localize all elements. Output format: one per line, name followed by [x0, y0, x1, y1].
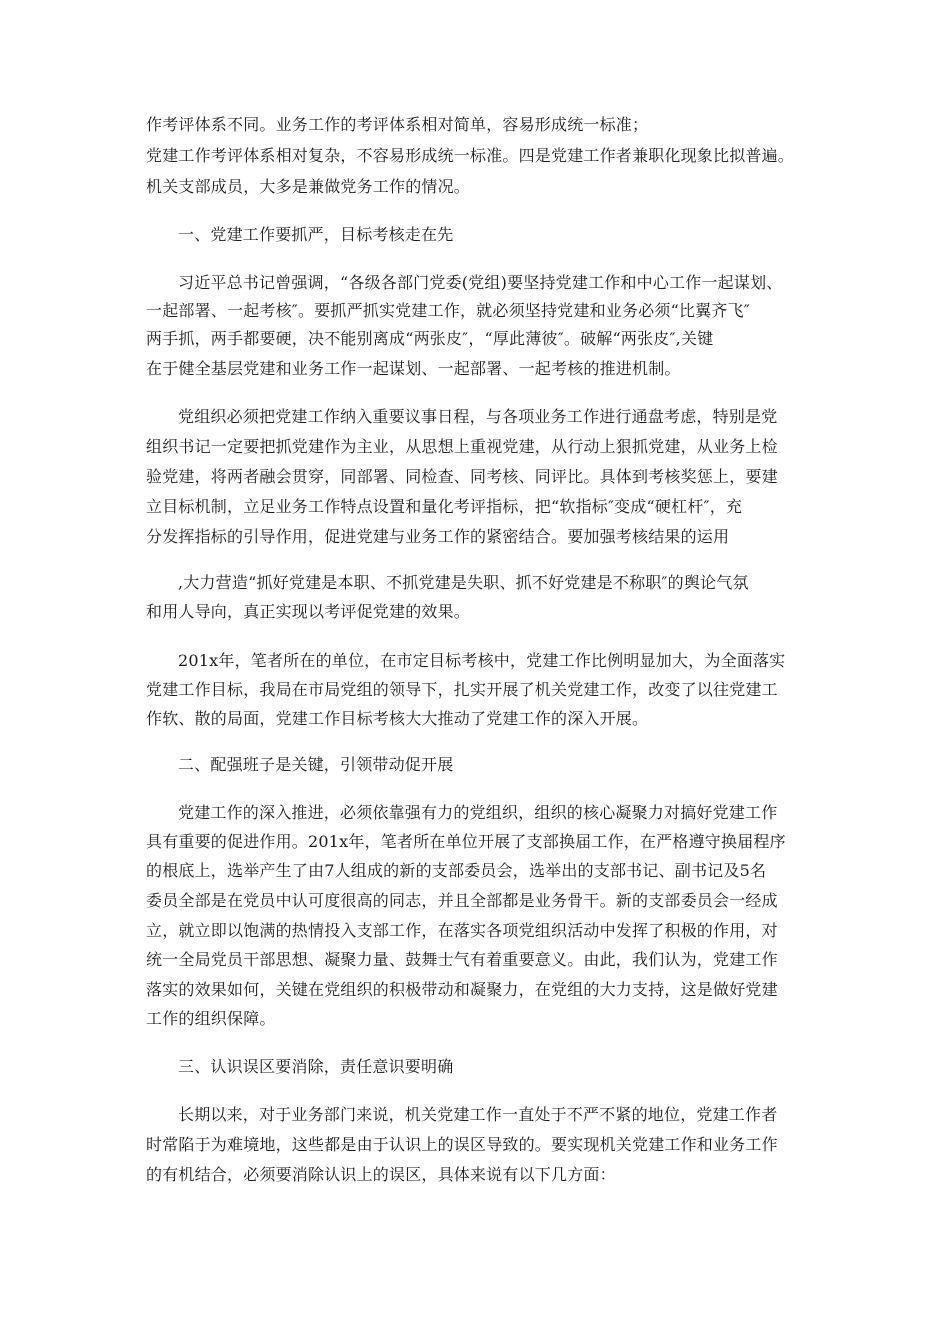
text-line: 立目标机制，立足业务工作特点设置和量化考评指标，把“软指标″变成“硬杠杆″，充: [146, 497, 743, 516]
text-line: ,大力营造“抓好党建是本职、不抓党建是失职、抓不好党建是不称职″的舆论气氛: [178, 573, 749, 592]
text-line: 两手抓，两手都要硬，决不能别离成“两张皮″，“厚此薄彼″。破解“两张皮″,关键: [146, 329, 714, 348]
text-line: 作软、散的局面，党建工作目标考核大大推动了党建工作的深入开展。: [146, 709, 649, 728]
text-line: 作考评体系不同。业务工作的考评体系相对简单，容易形成统一标准；: [146, 115, 649, 134]
text-line: 具有重要的促进作用。201x年，笔者所在单位开展了支部换届工作，在严格遵守换届程序: [146, 832, 786, 851]
text-line: 的根底上，选举产生了由7人组成的新的支部委员会，选举出的支部书记、副书记及5名: [146, 861, 767, 880]
text-line: 习近平总书记曾强调，“各级各部门党委(党组)要坚持党建工作和中心工作一起谋划、: [178, 273, 783, 292]
text-line: 落实的效果如何，关键在党组织的积极带动和凝聚力，在党组的大力支持，这是做好党建: [146, 980, 778, 999]
text-line: 分发挥指标的引导作用，促进党建与业务工作的紧密结合。要加强考核结果的运用: [146, 527, 730, 546]
text-line: 的有机结合，必须要消除认识上的误区，具体来说有以下几方面：: [146, 1165, 616, 1184]
text-line: 和用人导向，真正实现以考评促党建的效果。: [146, 602, 471, 621]
text-line: 党组织必须把党建工作纳入重要议事日程，与各项业务工作进行通盘考虑，特别是党: [178, 407, 778, 426]
text-line: 立，就立即以饱满的热情投入支部工作，在落实各项党组织活动中发挥了积极的作用，对: [146, 921, 778, 940]
text-line: 长期以来，对于业务部门来说，机关党建工作一直处于不严不紧的地位，党建工作者: [178, 1105, 778, 1124]
text-line: 党建工作的深入推进，必须依靠强有力的党组织，组织的核心凝聚力对搞好党建工作: [178, 803, 778, 822]
section-heading-2: 二、配强班子是关键，引领带动促开展: [178, 755, 454, 774]
text-line: 机关支部成员，大多是兼做党务工作的情况。: [146, 177, 471, 196]
text-line: 201x年，笔者所在的单位，在市定目标考核中，党建工作比例明显加大，为全面落实: [178, 651, 786, 670]
text-line: 委员全部是在党员中认可度很高的同志，并且全部都是业务骨干。新的支部委员会一经成: [146, 891, 778, 910]
text-line: 党建工作目标，我局在市局党组的领导下，扎实开展了机关党建工作，改变了以往党建工: [146, 680, 778, 699]
text-line: 时常陷于为难境地，这些都是由于认识上的误区导致的。要实现机关党建工作和业务工作: [146, 1135, 778, 1154]
section-heading-1: 一、党建工作要抓严，目标考核走在先: [178, 225, 454, 244]
text-line: 一起部署、一起考核″。要抓严抓实党建工作，就必须坚持党建和业务必须“比翼齐飞″: [146, 301, 750, 320]
text-line: 验党建，将两者融会贯穿，同部署、同检查、同考核、同评比。具体到考核奖惩上，要建: [146, 467, 778, 486]
text-line: 党建工作考评体系相对复杂，不容易形成统一标准。四是党建工作者兼职化现象比拟普遍。: [146, 146, 795, 165]
text-line: 组织书记一定要把抓党建作为主业，从思想上重视党建，从行动上狠抓党建，从业务上检: [146, 437, 778, 456]
text-line: 统一全局党员干部思想、凝聚力量、鼓舞士气有着重要意义。由此，我们认为，党建工作: [146, 950, 778, 969]
text-line: 在于健全基层党建和业务工作一起谋划、一起部署、一起考核的推进机制。: [146, 359, 681, 378]
text-line: 工作的组织保障。: [146, 1009, 276, 1028]
section-heading-3: 三、认识误区要消除，责任意识要明确: [178, 1057, 454, 1076]
